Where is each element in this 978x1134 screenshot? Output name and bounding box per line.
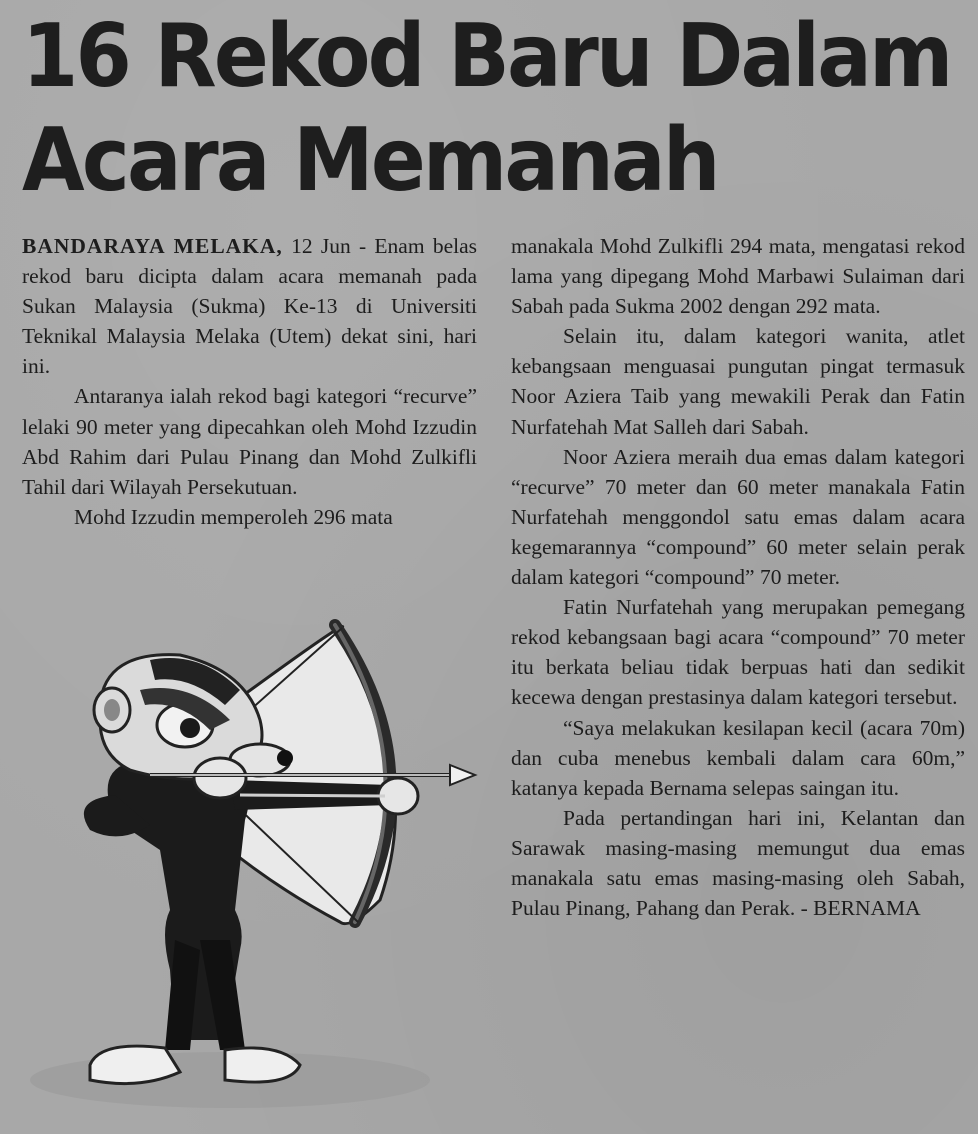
lead-paragraph: [22, 231, 477, 381]
paragraph-2: Antaranya ialah rekod bagi kategori “recurve” lelaki 90 meter yang dipecahkan oleh Mohd Izzudin Abd Rahim dari Pulau Pinang dan Mohd Zulkifli Tahil dari Wilayah Persekutuan.: [22, 384, 477, 499]
paragraph-4: Selain itu, dalam kategori wanita, atlet kebangsaan menguasai pungutan pingat termasuk Noor Aziera Taib yang mewakili Perak dan Fatin Nurfatehah Mat Salleh dari Sabah.: [511, 324, 965, 439]
archer-mascot-icon: [30, 610, 490, 1110]
headline-line-2: Acara Memanah: [22, 109, 718, 211]
paragraph-3: Mohd Izzudin memperoleh 296 mata: [74, 504, 393, 529]
paragraph-3-continued: manakala Mohd Zulkifli 294 mata, mengatasi rekod lama yang dipegang Mohd Marbawi Sulaiman dari Sabah pada Sukma 2002 dengan 292 mata.: [511, 234, 965, 319]
headline-line-1: 16 Rekod Baru Dalam: [22, 5, 951, 107]
article-column-left: [22, 231, 477, 532]
lead-text: 12 Jun - Enam belas rekod baru dicipta dalam acara memanah pada Sukan Malaysia (Sukma) Ke-13 di Universiti Teknikal Malaysia Melaka (Utem) dekat sini, hari ini.: [22, 234, 477, 379]
paragraph-6: Fatin Nurfatehah yang merupakan pemegang rekod kebangsaan bagi acara “compound” 70 meter itu berkata beliau tidak berpuas hati dan sedikit kecewa dengan prestasinya dalam kategori tersebut.: [511, 595, 965, 710]
paragraph-8: Pada pertandingan hari ini, Kelantan dan Sarawak masing-masing memungut dua emas manakala satu emas masing-masing oleh Sabah, Pulau Pinang, Pahang dan Perak. - BERNAMA: [511, 805, 965, 921]
headline: [22, 4, 951, 212]
paragraph-7: “Saya melakukan kesilapan kecil (acara 70m) dan cuba menebus kembali dalam cara 60m,” katanya kepada Bernama selepas saingan itu.: [511, 715, 965, 800]
dateline: BANDARAYA MELAKA,: [22, 234, 283, 258]
article-column-right: [511, 231, 965, 923]
paragraph-5: Noor Aziera meraih dua emas dalam kategori “recurve” 70 meter dan 60 meter manakala Fatin Nurfatehah menggondol satu emas dalam acara kegemarannya “compound” 60 meter selain perak dalam kategori “compound” 70 meter.: [511, 444, 965, 590]
